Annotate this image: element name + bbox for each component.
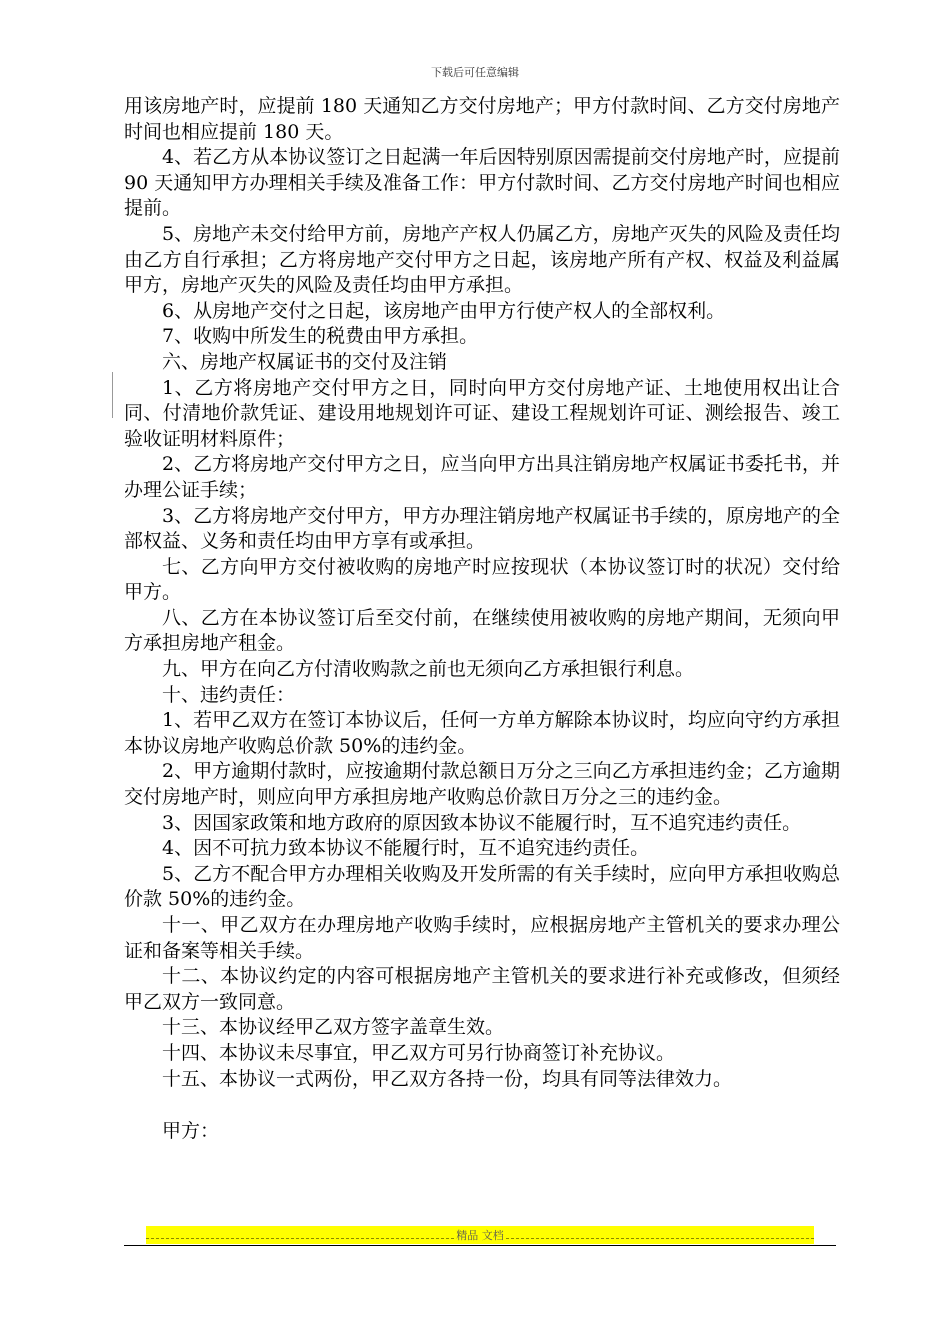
- page-header: 下载后可任意编辑: [431, 66, 519, 79]
- margin-mark: [112, 372, 113, 418]
- paragraph: 4、若乙方从本协议签订之日起满一年后因特别原因需提前交付房地产时，应提前 90 天通知甲方办理相关手续及准备工作：甲方付款时间、乙方交付房地产时间也相应提前。: [124, 146, 840, 220]
- spacer: [124, 1092, 840, 1119]
- paragraph: 2、乙方将房地产交付甲方之日，应当向甲方出具注销房地产权属证书委托书，并办理公证手续；: [124, 453, 840, 501]
- paragraph: 1、乙方将房地产交付甲方之日，同时向甲方交付房地产证、土地使用权出让合同、付清地价款凭证、建设用地规划许可证、建设工程规划许可证、测绘报告、竣工验收证明材料原件；: [124, 376, 840, 450]
- footer-label: 精品 文档: [456, 1229, 504, 1242]
- footer-band: [146, 1226, 814, 1244]
- section-heading: 九、甲方在向乙方付清收购款之前也无须向乙方承担银行利息。: [162, 658, 695, 681]
- section-heading: 十、违约责任：: [162, 683, 296, 706]
- section-heading: 七、乙方向甲方交付被收购的房地产时应按现状（本协议签订时的状况）交付给甲方。: [124, 555, 840, 604]
- section-heading: 十五、本协议一式两份，甲乙双方各持一份，均具有同等法律效力。: [162, 1067, 733, 1090]
- paragraph: 5、房地产未交付给甲方前，房地产产权人仍属乙方，房地产灭失的风险及责任均由乙方自行承担；乙方将房地产交付甲方之日起，该房地产所有产权、权益及利益属甲方，房地产灭失的风险及责任均由甲方承担。: [124, 222, 840, 297]
- paragraph: 3、乙方将房地产交付甲方，甲方办理注销房地产权属证书手续的，原房地产的全部权益、义务和责任均由甲方享有或承担。: [124, 504, 840, 553]
- paragraph: 5、乙方不配合甲方办理相关收购及开发所需的有关手续时，应向甲方承担收购总价款 50%的违约金。: [124, 862, 840, 911]
- section-heading: 十二、本协议约定的内容可根据房地产主管机关的要求进行补充或修改，但须经甲乙双方一致同意。: [124, 965, 840, 1013]
- section-heading: 六、房地产权属证书的交付及注销: [162, 350, 448, 373]
- section-heading: 十三、本协议经甲乙双方签字盖章生效。: [162, 1016, 505, 1039]
- section-heading: 十四、本协议未尽事宜，甲乙双方可另行协商签订补充协议。: [162, 1041, 676, 1064]
- footer-dash-left: [146, 1228, 454, 1239]
- paragraph: 6、从房地产交付之日起，该房地产由甲方行使产权人的全部权利。: [162, 299, 726, 322]
- section-heading: 十一、甲乙双方在办理房地产收购手续时，应根据房地产主管机关的要求办理公证和备案等相关手续。: [124, 914, 840, 962]
- footer-dash-right: [506, 1228, 814, 1239]
- section-heading: 八、乙方在本协议签订后至交付前，在继续使用被收购的房地产期间，无须向甲方承担房地产租金。: [124, 606, 840, 655]
- paragraph: 1、若甲乙双方在签订本协议后，任何一方单方解除本协议时，均应向守约方承担本协议房地产收购总价款 50%的违约金。: [124, 709, 840, 757]
- paragraph: 2、甲方逾期付款时，应按逾期付款总额日万分之三向乙方承担违约金；乙方逾期交付房地产时，则应向甲方承担房地产收购总价款日万分之三的违约金。: [124, 760, 840, 809]
- paragraph: 3、因国家政策和地方政府的原因致本协议不能履行时，互不追究违约责任。: [162, 811, 802, 834]
- paragraph: 7、收购中所发生的税费由甲方承担。: [162, 325, 479, 348]
- signature-party-a: 甲方：: [162, 1120, 220, 1143]
- paragraph: 4、因不可抗力致本协议不能履行时，互不追究违约责任。: [162, 837, 650, 860]
- document-body: [124, 94, 840, 1145]
- footer-rule: [124, 1245, 836, 1246]
- paragraph: 用该房地产时，应提前 180 天通知乙方交付房地产；甲方付款时间、乙方交付房地产时间也相应提前 180 天。: [124, 95, 840, 143]
